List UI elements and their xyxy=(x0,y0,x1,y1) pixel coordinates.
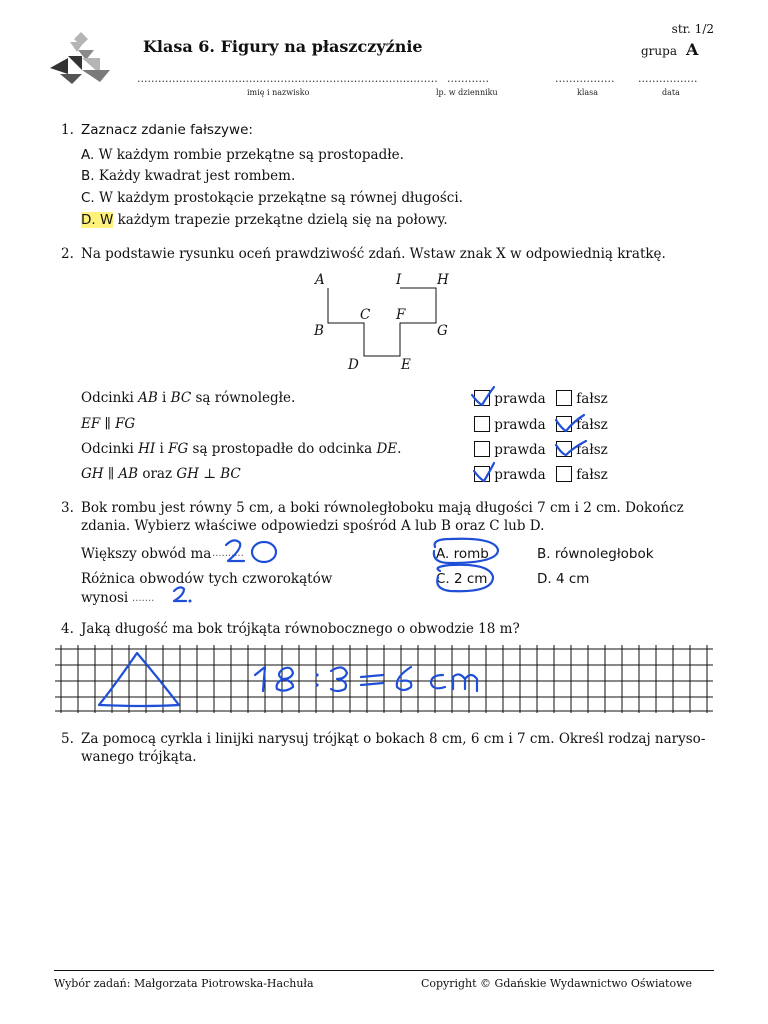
q3-option-a[interactable]: A. romb xyxy=(436,546,489,562)
q2-text: Na podstawie rysunku oceń prawdziwość zdań. Wstaw znak X w odpowiednią kratkę. xyxy=(81,246,666,262)
q2-row1-false[interactable]: fałsz xyxy=(556,390,608,407)
q3-row2-label2: wynosi xyxy=(81,590,129,606)
footer-divider xyxy=(54,970,714,971)
point-label-f: F xyxy=(396,307,406,323)
data-field[interactable]: ................. xyxy=(638,72,698,85)
q3-text-line2: zdania. Wybierz właściwe odpowiedzi spośród A lub B oraz C lub D. xyxy=(81,518,545,534)
point-label-c: C xyxy=(360,307,371,323)
point-label-h: H xyxy=(437,272,449,288)
q4-text: Jaką długość ma bok trójkąta równobocznego o obwodzie 18 m? xyxy=(81,621,520,637)
q2-row2-false[interactable]: fałsz xyxy=(556,416,608,433)
q3-row2-blank[interactable]: ....... xyxy=(132,593,155,604)
q2-statement-3: Odcinki HI i FG są prostopadłe do odcinka DE. xyxy=(81,441,402,457)
tangram-logo xyxy=(48,30,114,86)
q1-number: 1. xyxy=(61,122,74,138)
lp-field[interactable]: ............ xyxy=(447,72,489,85)
q1-option-c[interactable]: C. W każdym prostokącie przekątne są równej długości. xyxy=(81,190,463,206)
q3-text-line1: Bok rombu jest równy 5 cm, a boki równoległoboku mają długości 7 cm i 2 cm. Dokończ xyxy=(81,500,684,516)
point-label-e: E xyxy=(401,357,411,373)
q5-number: 5. xyxy=(61,731,74,747)
q2-row1-true[interactable]: prawda xyxy=(474,390,546,407)
name-field-label: imię i nazwisko xyxy=(247,88,310,97)
q3-option-c[interactable]: C. 2 cm xyxy=(436,571,488,587)
footer-author: Wybór zadań: Małgorzata Piotrowska-Hachuła xyxy=(54,977,314,990)
q4-number: 4. xyxy=(61,621,74,637)
point-label-g: G xyxy=(437,323,448,339)
point-label-d: D xyxy=(348,357,359,373)
klasa-field[interactable]: ................. xyxy=(555,72,615,85)
lp-field-label: lp. w dzienniku xyxy=(436,88,498,97)
q2-row3-true[interactable]: prawda xyxy=(474,441,546,458)
page-number: str. 1/2 xyxy=(671,22,714,36)
q3-option-d[interactable]: D. 4 cm xyxy=(537,571,590,587)
q3-row1-label: Większy obwód ma xyxy=(81,546,212,562)
data-field-label: data xyxy=(662,88,680,97)
q2-number: 2. xyxy=(61,246,74,262)
q2-row2-true[interactable]: prawda xyxy=(474,416,546,433)
q1-option-d[interactable]: D. W każdym trapezie przekątne dzielą się na połowy. xyxy=(81,212,448,228)
q4-answer-grid[interactable] xyxy=(55,645,713,713)
q5-text-line2: wanego trójkąta. xyxy=(81,749,197,765)
klasa-field-label: klasa xyxy=(577,88,599,97)
handwritten-checkmarks xyxy=(460,385,600,495)
q3-option-b[interactable]: B. równoległobok xyxy=(537,546,654,562)
q3-handwriting xyxy=(150,535,510,615)
footer-copyright: Copyright © Gdańskie Wydawnictwo Oświatowe xyxy=(420,977,692,990)
q5-text-line1: Za pomocą cyrkla i linijki narysuj trójkąt o bokach 8 cm, 6 cm i 7 cm. Określ rodzaj naryso- xyxy=(81,731,706,747)
point-label-b: B xyxy=(314,323,324,339)
q1-text: Zaznacz zdanie fałszywe: xyxy=(81,122,253,138)
page-title: Klasa 6. Figury na płaszczyźnie xyxy=(143,37,423,56)
group-label: grupa xyxy=(641,44,677,58)
q2-statement-1: Odcinki AB i BC są równoległe. xyxy=(81,390,296,406)
point-label-i: I xyxy=(396,272,402,288)
q2-statement-4: GH ∥ AB oraz GH ⊥ BC xyxy=(81,466,241,482)
q1-option-d-highlight: D. W xyxy=(81,212,114,228)
point-label-a: A xyxy=(315,272,325,288)
q3-row2-label1: Różnica obwodów tych czworokątów xyxy=(81,571,333,587)
q2-row4-true[interactable]: prawda xyxy=(474,466,546,483)
q2-row4-false[interactable]: fałsz xyxy=(556,466,608,483)
q3-row1-blank[interactable]: .......... xyxy=(212,548,244,559)
q2-statement-2: EF ∥ FG xyxy=(81,416,136,432)
name-field[interactable]: ...................................................................................... xyxy=(137,72,438,85)
group-value: A xyxy=(686,40,699,59)
q1-option-b[interactable]: B. Każdy kwadrat jest rombem. xyxy=(81,168,296,184)
q2-row3-false[interactable]: fałsz xyxy=(556,441,608,458)
q1-option-a[interactable]: A. W każdym rombie przekątne są prostopadłe. xyxy=(81,147,404,163)
q3-number: 3. xyxy=(61,500,74,516)
